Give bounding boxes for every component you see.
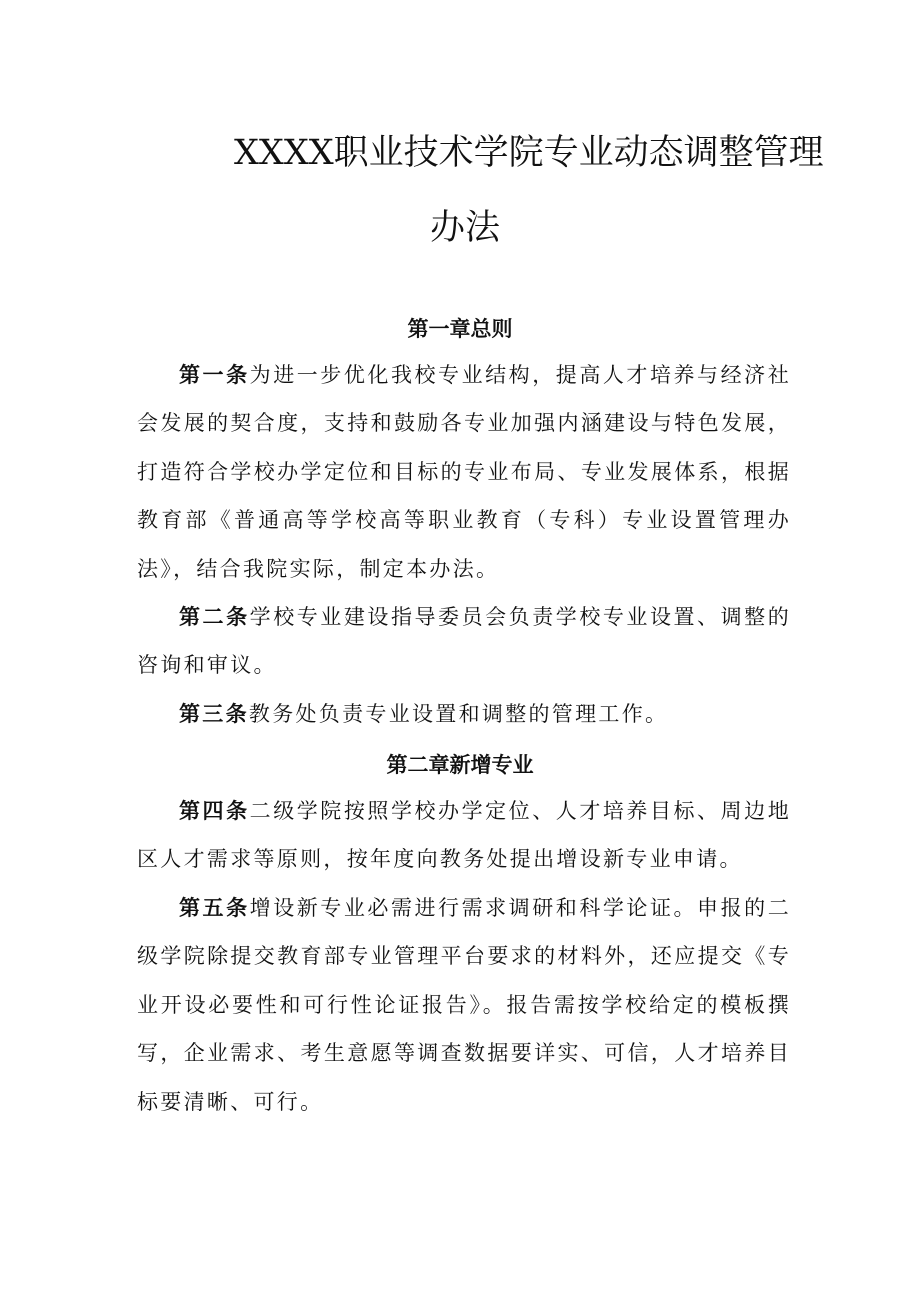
document-title-line-1: XXXX职业技术学院专业动态调整管理 bbox=[234, 133, 824, 173]
article-4 bbox=[137, 787, 791, 884]
chapter-heading-1: 第一章总则 bbox=[407, 317, 513, 341]
chapter-heading-2: 第二章新增专业 bbox=[386, 753, 534, 777]
document-title-line-2: 办法 bbox=[430, 208, 501, 248]
article-text: 教务处负责专业设置和调整的管理工作。 bbox=[248, 702, 669, 726]
article-5 bbox=[137, 884, 791, 1126]
article-label: 第四条 bbox=[179, 799, 250, 823]
article-1 bbox=[137, 351, 791, 593]
article-label: 第二条 bbox=[179, 605, 250, 629]
article-text: 增设新专业必需进行需求调研和科学论证。申报的二级学院除提交教育部专业管理平台要求的材料外，还应提交《专业开设必要性和可行性论证报告》。报告需按学校给定的模板撰写，企业需求、考生意愿等调查数据要详实、可信，人才培养目标要清晰、可行。 bbox=[137, 896, 791, 1114]
article-label: 第五条 bbox=[179, 896, 250, 920]
article-text: 学校专业建设指导委员会负责学校专业设置、调整的咨询和审议。 bbox=[137, 605, 791, 678]
article-label: 第一条 bbox=[179, 363, 250, 387]
article-label: 第三条 bbox=[179, 702, 249, 726]
article-3 bbox=[137, 690, 791, 738]
article-text: 为进一步优化我校专业结构，提高人才培养与经济社会发展的契合度，支持和鼓励各专业加强内涵建设与特色发展，打造符合学校办学定位和目标的专业布局、专业发展体系，根据教育部《普通高等学校高等职业教育（专科）专业设置管理办法》，结合我院实际，制定本办法。 bbox=[137, 363, 791, 581]
article-2 bbox=[137, 593, 791, 690]
article-text: 二级学院按照学校办学定位、人才培养目标、周边地区人才需求等原则，按年度向教务处提出增设新专业申请。 bbox=[137, 799, 791, 872]
